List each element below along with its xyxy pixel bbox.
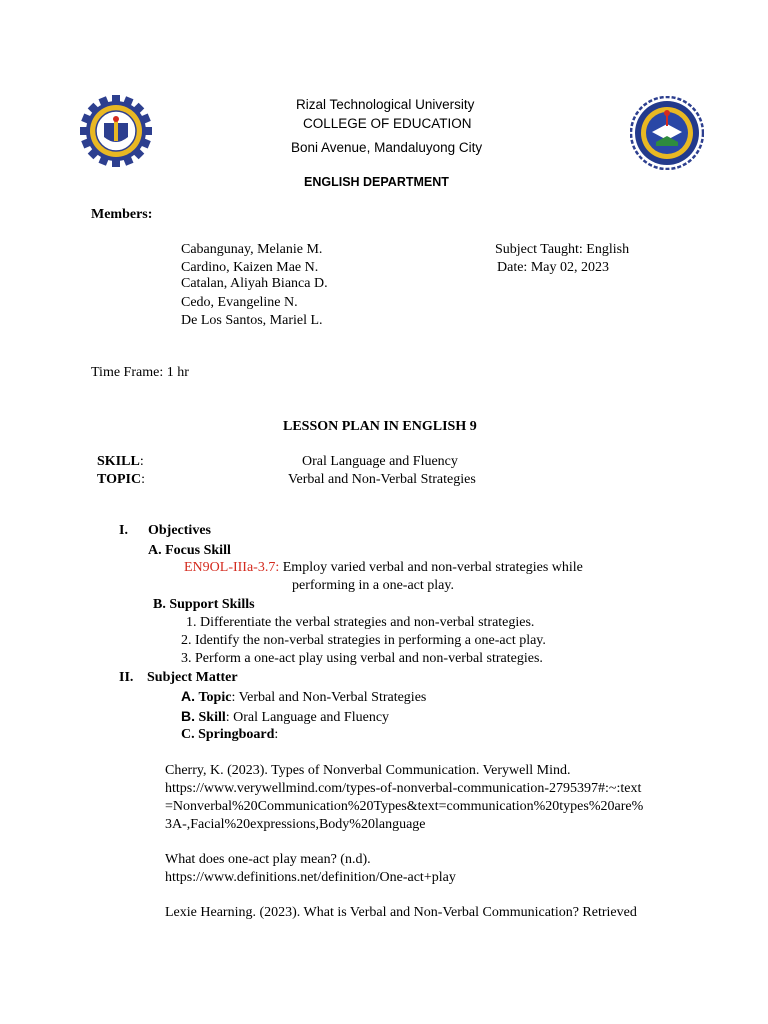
focus-skill-text: Employ varied verbal and non-verbal strategies while: [279, 560, 583, 575]
subject-topic-value: : Verbal and Non-Verbal Strategies: [231, 690, 427, 705]
topic-letter: A.: [181, 688, 195, 704]
skill-value: Oral Language and Fluency: [302, 454, 458, 469]
topic-label: TOPIC: [97, 472, 142, 487]
department-name: ENGLISH DEPARTMENT: [304, 175, 449, 189]
skill-row: [97, 454, 144, 471]
subject-matter-skill: [181, 708, 389, 727]
member-name: Cardino, Kaizen Mae N.: [181, 260, 319, 275]
subject-skill-value: : Oral Language and Fluency: [225, 710, 390, 725]
subject-matter-topic: [181, 688, 426, 707]
members-label: Members:: [91, 207, 153, 222]
time-frame: Time Frame: 1 hr: [91, 365, 189, 380]
reference-line: https://www.definitions.net/definition/One-act+play: [165, 870, 456, 885]
subject-topic-label: Topic: [198, 690, 232, 705]
skill-label: SKILL: [97, 454, 140, 469]
reference-line: 3A-,Facial%20expressions,Body%20language: [165, 817, 426, 832]
reference-line: Cherry, K. (2023). Types of Nonverbal Communication. Verywell Mind.: [165, 763, 571, 778]
reference-line: https://www.verywellmind.com/types-of-nonverbal-communication-2795397#:~:text: [165, 781, 642, 796]
skill-letter: B.: [181, 708, 195, 724]
springboard-line: [181, 727, 278, 744]
college-of-education-seal-icon: [630, 96, 704, 170]
lesson-title: LESSON PLAN IN ENGLISH 9: [283, 419, 477, 434]
member-name: Catalan, Aliyah Bianca D.: [181, 276, 328, 291]
reference-line: What does one-act play mean? (n.d).: [165, 852, 371, 867]
topic-value: Verbal and Non-Verbal Strategies: [288, 472, 476, 487]
rtu-seal-icon: [80, 95, 152, 167]
springboard-colon: :: [274, 727, 279, 742]
subject-taught: Subject Taught: English: [495, 242, 630, 257]
topic-colon: :: [141, 472, 145, 487]
competency-code: EN9OL-IIIa-3.7:: [184, 560, 280, 575]
university-name: Rizal Technological University: [296, 97, 475, 112]
member-name: Cabangunay, Melanie M.: [181, 242, 323, 257]
college-name: COLLEGE OF EDUCATION: [303, 116, 472, 131]
member-name: Cedo, Evangeline N.: [181, 295, 298, 310]
focus-skill-text-continued: performing in a one-act play.: [292, 578, 454, 593]
support-skill-item: 3. Perform a one-act play using verbal and non-verbal strategies.: [181, 651, 543, 666]
objectives-heading: Objectives: [148, 523, 211, 538]
skill-colon: :: [139, 454, 144, 469]
topic-row: [97, 472, 145, 489]
focus-skill-line: [184, 560, 583, 577]
subject-skill-label: Skill: [198, 710, 226, 725]
university-address: Boni Avenue, Mandaluyong City: [291, 140, 483, 155]
support-skill-item: 1. Differentiate the verbal strategies and non-verbal strategies.: [186, 615, 535, 630]
objectives-numeral: I.: [119, 523, 128, 538]
lesson-date: Date: May 02, 2023: [497, 260, 609, 275]
springboard-label: C. Springboard: [181, 727, 275, 742]
focus-skill-heading: A. Focus Skill: [148, 543, 231, 558]
reference-line: Lexie Hearning. (2023). What is Verbal and Non-Verbal Communication? Retrieved: [165, 905, 637, 920]
subject-matter-numeral: II.: [119, 670, 134, 685]
subject-matter-heading: Subject Matter: [147, 670, 238, 685]
reference-line: =Nonverbal%20Communication%20Types&text=communication%20types%20are%: [165, 799, 644, 814]
member-name: De Los Santos, Mariel L.: [181, 313, 323, 328]
support-skill-item: 2. Identify the non-verbal strategies in performing a one-act play.: [181, 633, 546, 648]
support-skills-heading: B. Support Skills: [153, 597, 255, 612]
